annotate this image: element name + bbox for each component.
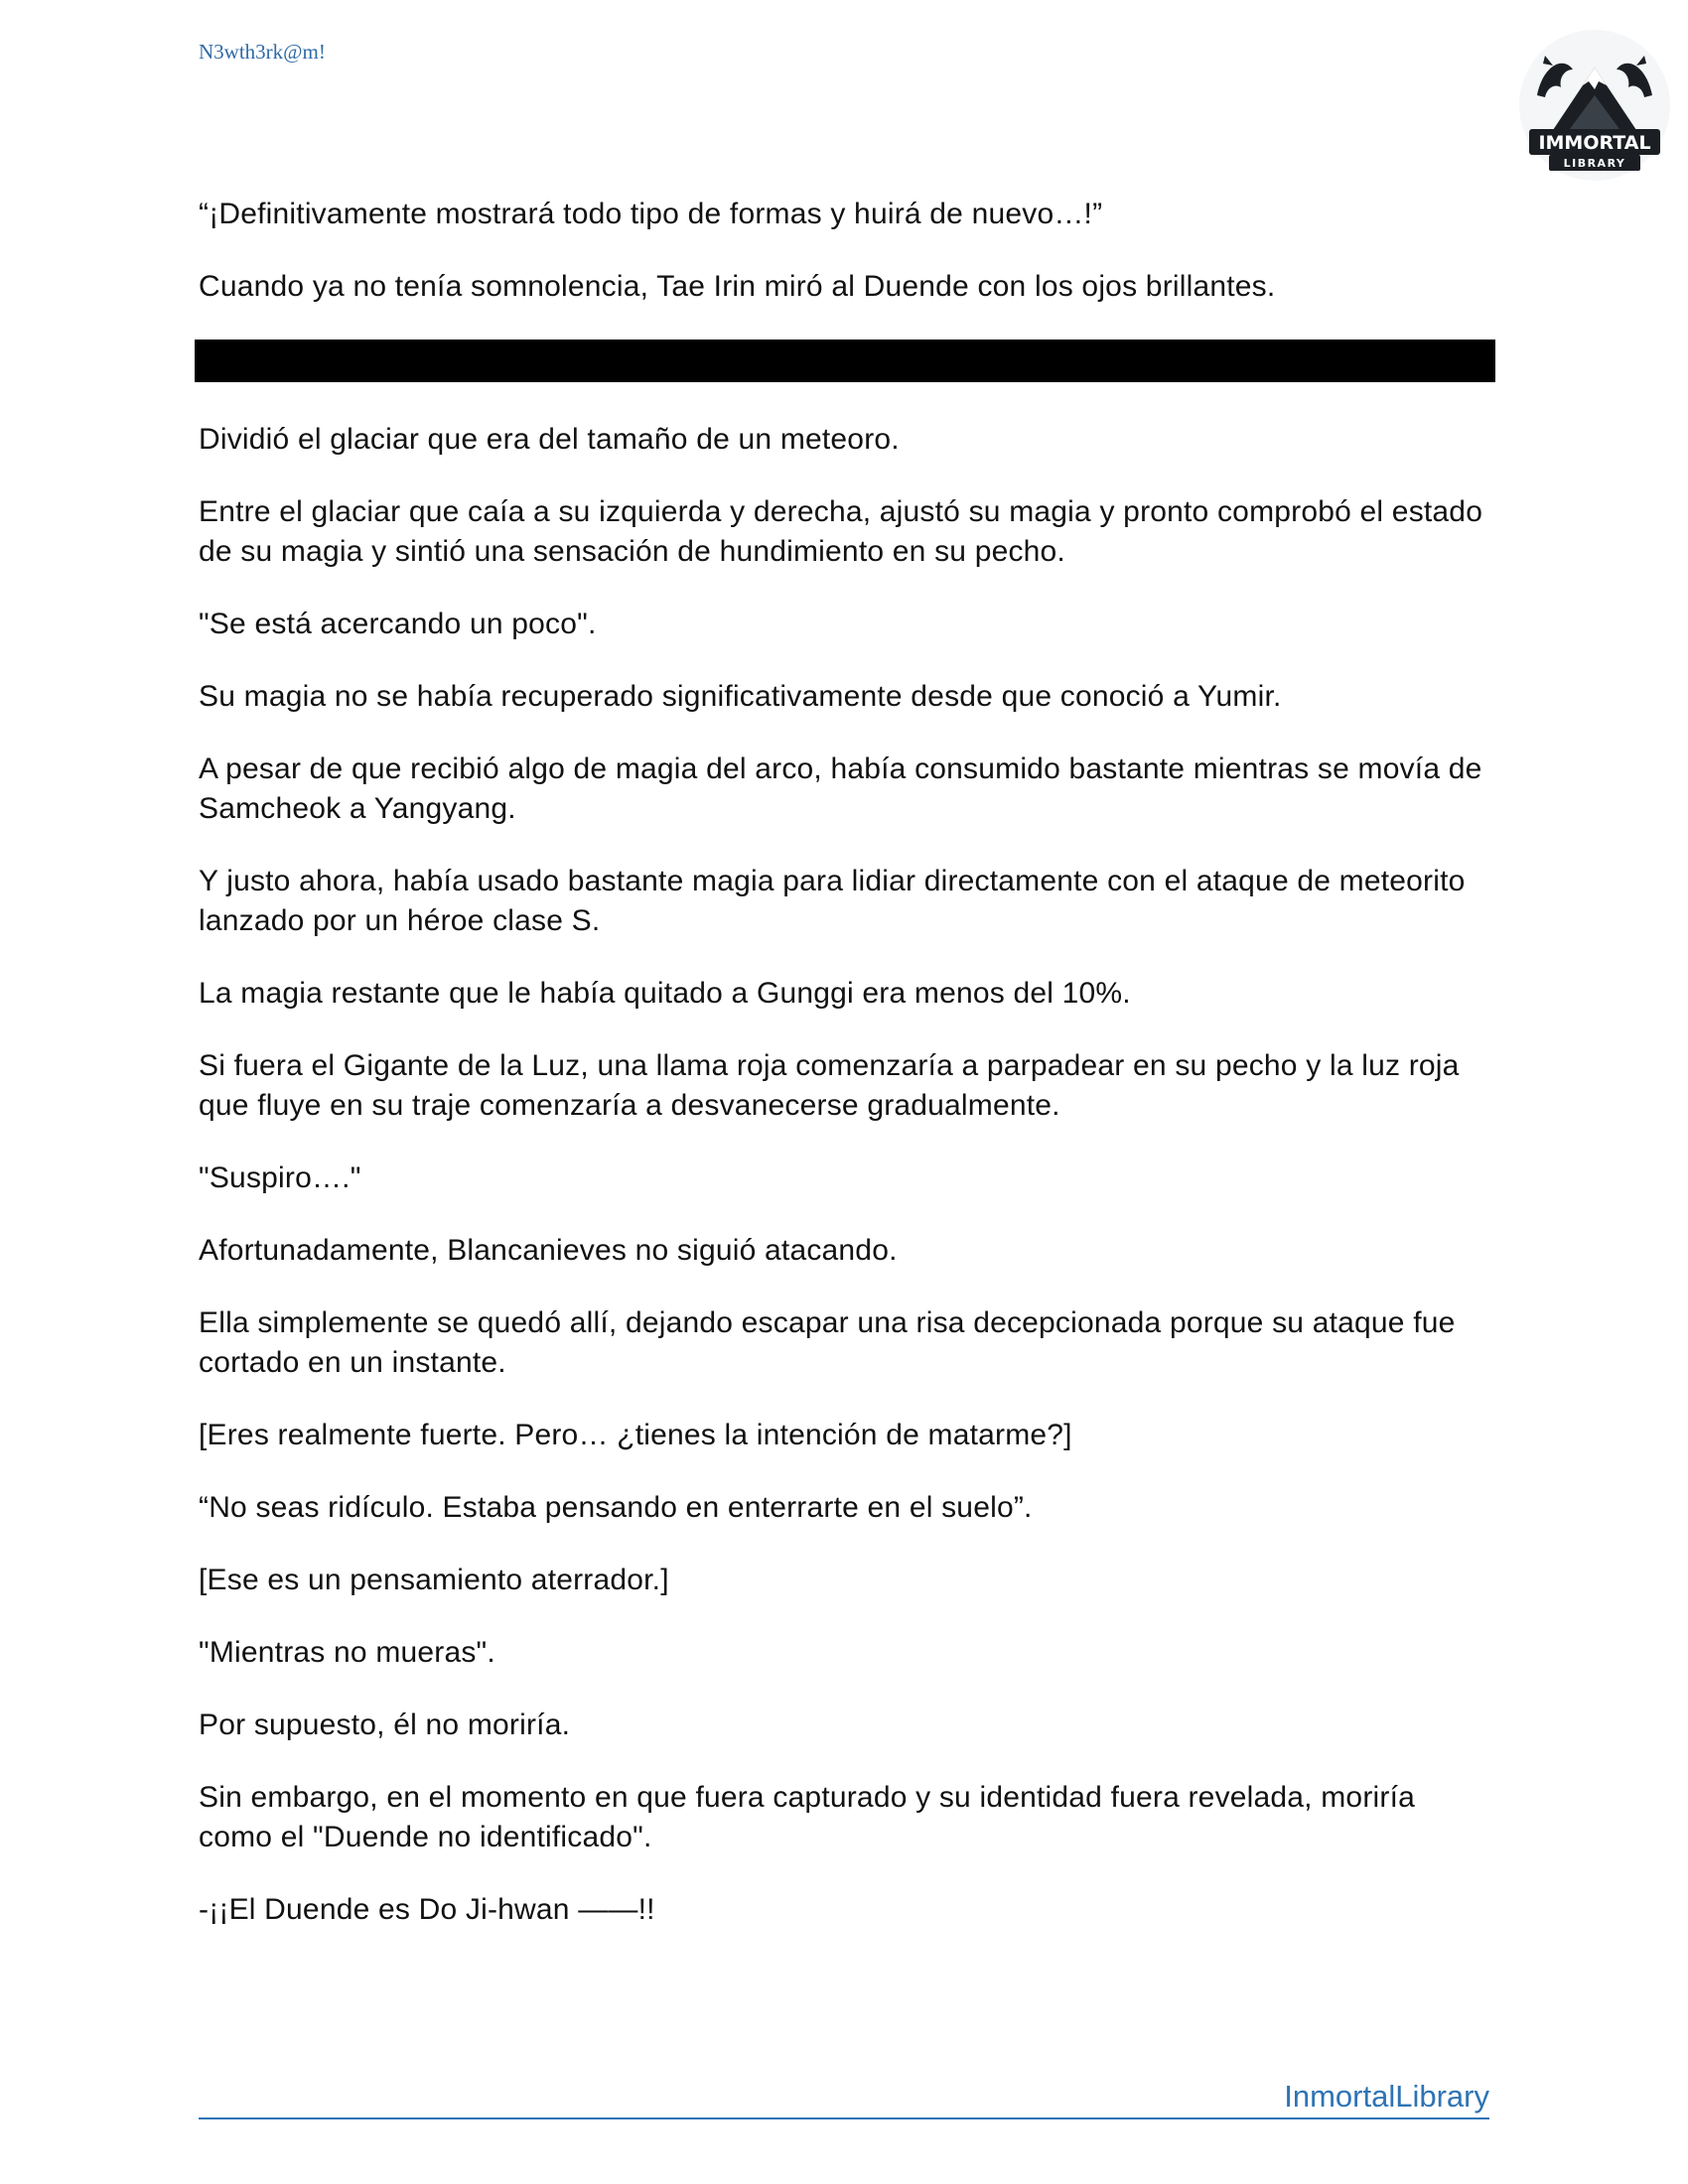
footer-link[interactable]: InmortalLibrary	[1284, 2079, 1489, 2114]
paragraph: La magia restante que le había quitado a Gunggi era menos del 10%.	[199, 977, 1131, 1010]
immortal-library-logo	[1515, 26, 1674, 185]
paragraph: [Ese es un pensamiento aterrador.]	[199, 1564, 669, 1596]
paragraph: Afortunadamente, Blancanieves no siguió atacando.	[199, 1234, 898, 1267]
paragraph: -¡¡El Duende es Do Ji-hwan ——!!	[199, 1893, 655, 1926]
paragraph: “¡Definitivamente mostrará todo tipo de formas y huirá de nuevo…!”	[199, 198, 1103, 230]
paragraph: "Suspiro…."	[199, 1161, 361, 1194]
paragraph: Sin embargo, en el momento en que fuera capturado y su identidad fuera revelada, moriría como el "Duende no identificado".	[199, 1781, 1415, 1853]
redaction-bar	[195, 340, 1495, 382]
paragraph: “No seas ridículo. Estaba pensando en enterrarte en el suelo”.	[199, 1491, 1033, 1524]
paragraph: [Eres realmente fuerte. Pero… ¿tienes la intención de matarme?]	[199, 1419, 1072, 1451]
header-watermark: N3wth3rk@m!	[199, 40, 326, 64]
paragraph: Por supuesto, él no moriría.	[199, 1708, 571, 1741]
document-body	[199, 195, 1489, 1963]
paragraph: Entre el glaciar que caía a su izquierda y derecha, ajustó su magia y pronto comprobó el estado de su magia y sintió una sensación de hundimiento en su pecho.	[199, 495, 1483, 568]
paragraph: Cuando ya no tenía somnolencia, Tae Irin miró al Duende con los ojos brillantes.	[199, 270, 1276, 303]
paragraph: Y justo ahora, había usado bastante magia para lidiar directamente con el ataque de meteorito lanzado por un héroe clase S.	[199, 865, 1466, 937]
footer-rule	[199, 2117, 1489, 2119]
paragraph: Dividió el glaciar que era del tamaño de un meteoro.	[199, 423, 900, 456]
paragraph: Ella simplemente se quedó allí, dejando escapar una risa decepcionada porque su ataque fue cortado en un instante.	[199, 1306, 1456, 1379]
paragraph: Su magia no se había recuperado significativamente desde que conoció a Yumir.	[199, 680, 1282, 713]
paragraph: "Se está acercando un poco".	[199, 608, 597, 640]
paragraph: Si fuera el Gigante de la Luz, una llama roja comenzaría a parpadear en su pecho y la luz roja que fluye en su traje comenzaría a desvanecerse gradualmente.	[199, 1049, 1460, 1122]
logo-top-word: IMMORTAL	[1538, 132, 1651, 154]
paragraph: A pesar de que recibió algo de magia del arco, había consumido bastante mientras se movía de Samcheok a Yangyang.	[199, 752, 1482, 825]
logo-bottom-word: LIBRARY	[1563, 157, 1626, 170]
paragraph: "Mientras no mueras".	[199, 1636, 495, 1669]
